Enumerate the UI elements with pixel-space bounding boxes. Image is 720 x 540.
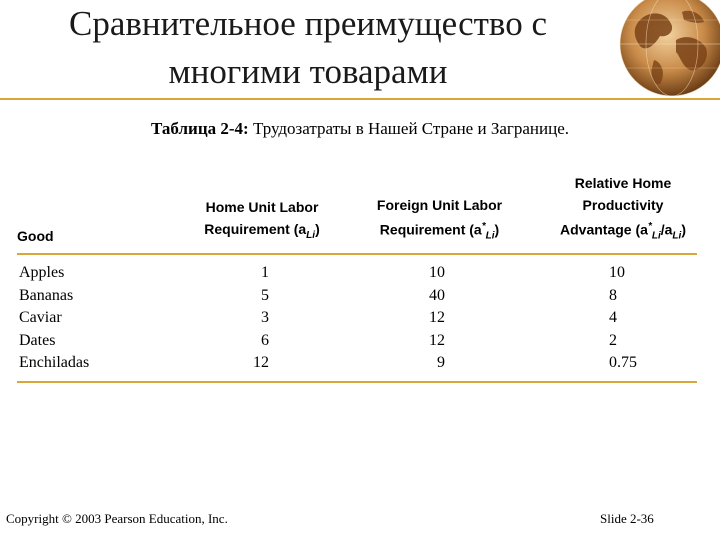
slide-number: Slide 2-36 bbox=[600, 511, 654, 526]
cell-advantage: 4 bbox=[609, 309, 617, 326]
globe-logo-icon bbox=[610, 0, 720, 96]
cell-advantage: 10 bbox=[609, 264, 625, 281]
title-divider bbox=[0, 98, 720, 100]
title-line-2: многими товарами bbox=[168, 52, 448, 91]
cell-foreign: 12 bbox=[429, 331, 445, 349]
cell-advantage: 8 bbox=[609, 286, 617, 304]
header-relative-advantage: Relative Home Productivity Advantage $(a^*_{Li}/a_{Li})$ bbox=[560, 174, 686, 241]
title-line-1: Сравнительное преимущество с bbox=[69, 4, 547, 43]
header-foreign-requirement: Foreign Unit Labor Requirement $(a^*_{Li})$ bbox=[376, 196, 503, 241]
cell-advantage: 2 bbox=[609, 331, 617, 349]
table-caption bbox=[0, 117, 720, 141]
cell-home: 6 bbox=[261, 331, 269, 349]
table-row bbox=[17, 352, 697, 375]
cell-good: Enchiladas bbox=[19, 354, 90, 371]
table-header bbox=[17, 175, 697, 247]
cell-foreign: 10 bbox=[429, 264, 445, 281]
copyright-footer: Copyright © 2003 Pearson Education, Inc. bbox=[6, 511, 228, 526]
cell-home: 5 bbox=[261, 286, 269, 304]
cell-home: 12 bbox=[253, 354, 269, 371]
cell-foreign: 40 bbox=[429, 286, 445, 304]
cell-home: 3 bbox=[261, 309, 269, 326]
header-home-requirement: Home Unit Labor Requirement $(a_{Li})$ bbox=[204, 199, 320, 241]
cell-good: Dates bbox=[19, 331, 56, 349]
cell-home: 1 bbox=[261, 264, 269, 281]
cell-good: Apples bbox=[19, 264, 65, 281]
table-bottom-rule bbox=[17, 381, 697, 383]
table-row bbox=[17, 330, 697, 353]
cell-good: Caviar bbox=[19, 309, 62, 326]
caption-text: Трудозатраты в Нашей Стране и Загранице. bbox=[248, 119, 569, 138]
slide-title bbox=[18, 0, 598, 96]
cell-foreign: 12 bbox=[429, 309, 445, 326]
cell-good: Bananas bbox=[19, 286, 74, 304]
cell-foreign: 9 bbox=[437, 354, 445, 371]
table-row bbox=[17, 285, 697, 308]
cell-advantage: 0.75 bbox=[609, 354, 637, 371]
caption-label: Таблица 2-4: bbox=[151, 119, 249, 138]
header-good: Good bbox=[17, 228, 54, 244]
table-row bbox=[17, 262, 697, 285]
labor-table bbox=[17, 175, 697, 383]
table-row bbox=[17, 307, 697, 330]
table-body bbox=[17, 255, 697, 375]
